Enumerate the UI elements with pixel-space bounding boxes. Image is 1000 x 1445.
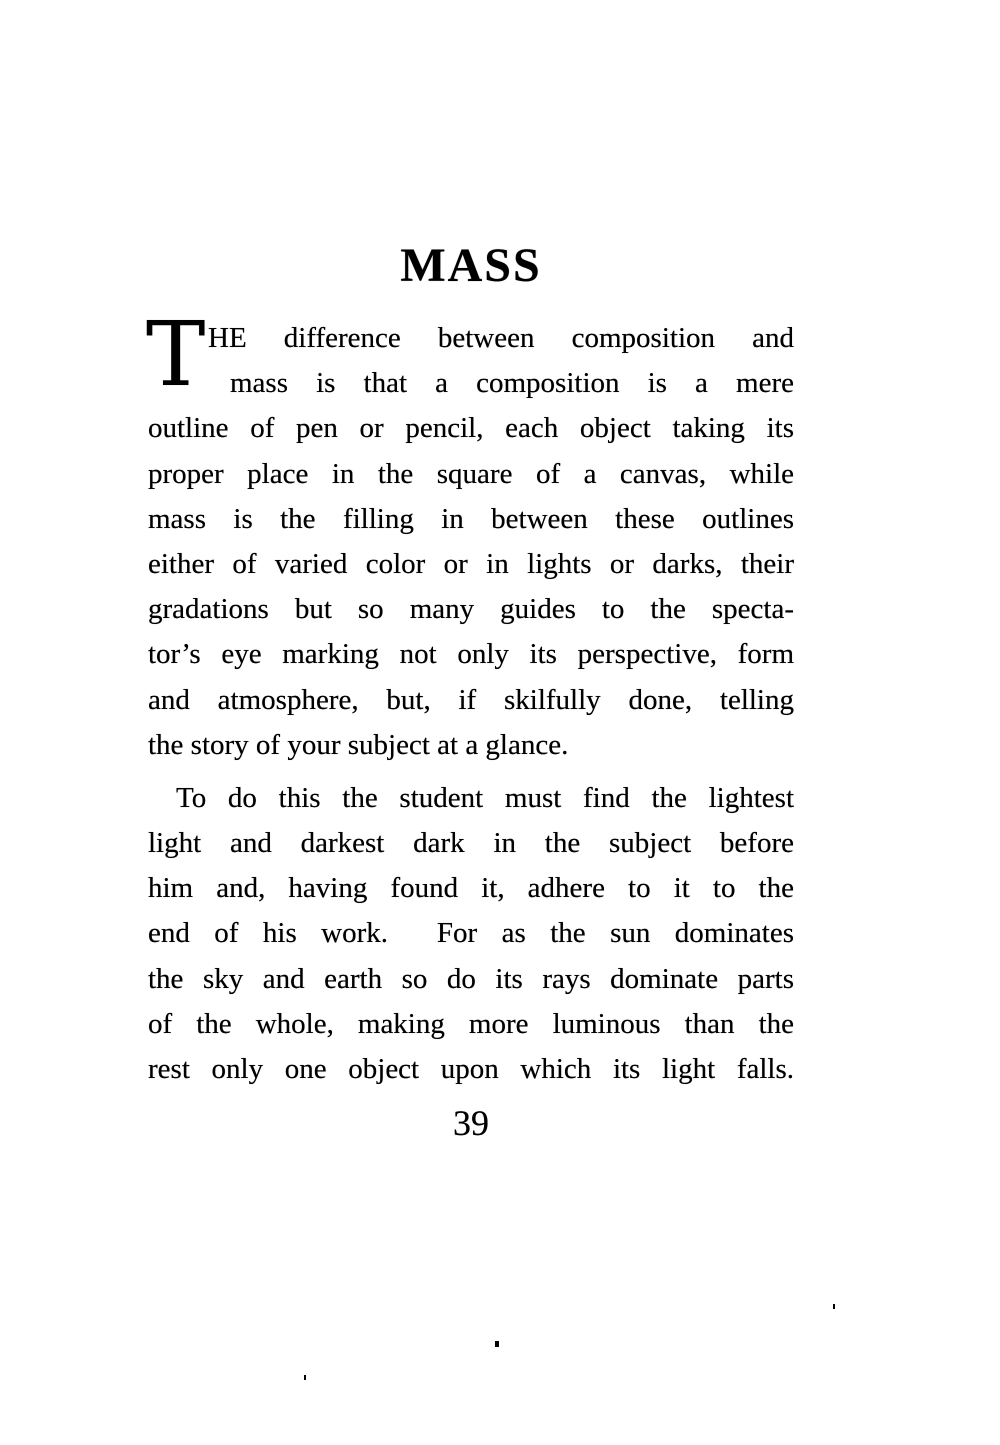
text-line: him and, having found it, adhere to it to the [148,872,794,905]
text-line: gradations but so many guides to the specta- [148,593,794,626]
scan-speck [304,1375,306,1380]
paragraph-1 [146,302,794,768]
body-text [146,302,794,1092]
text-line: rest only one object upon which its light falls. [148,1053,794,1085]
text-line: the sky and earth so do its rays dominate parts [148,962,794,995]
text-line: proper place in the square of a canvas, while [148,457,794,490]
text-line: of the whole, making more luminous than the [148,1007,794,1040]
text-line: tor’s eye marking not only its perspective, form [148,638,794,671]
page-number: 39 [453,1103,489,1143]
text-line: To do this the student must find the lightest [176,781,794,814]
text-line: end of his work. For as the sun dominates [148,917,794,950]
drop-cap: T [146,302,206,406]
text-line: and atmosphere, but, if skilfully done, telling [148,683,794,716]
paragraph-2 [148,776,794,1092]
text-line: mass is that a composition is a mere [230,367,794,400]
text-line: outline of pen or pencil, each object taking its [148,412,794,445]
scan-speck [495,1341,499,1347]
scan-speck [833,1304,835,1309]
text-line: either of varied color or in lights or darks, their [148,547,794,580]
text-line: mass is the filling in between these outlines [148,502,794,535]
text-line: light and darkest dark in the subject before [148,827,794,860]
chapter-title: MASS [400,239,542,292]
text-line: the story of your subject at a glance. [148,728,569,761]
text-line: HE difference between composition and [208,322,794,354]
